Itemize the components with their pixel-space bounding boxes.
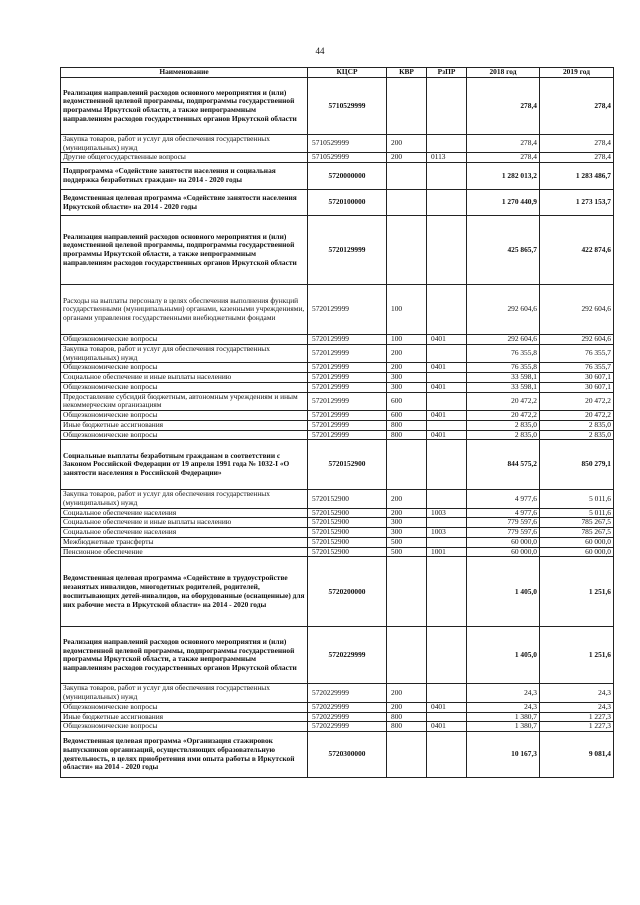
cell-2018: 425 865,7 <box>467 216 540 285</box>
cell-2019: 76 355,7 <box>540 363 614 373</box>
table-row <box>61 344 614 362</box>
table-row <box>61 557 614 627</box>
cell-2019: 30 607,1 <box>540 373 614 383</box>
cell-kvr: 500 <box>387 537 427 547</box>
header-name: Наименование <box>61 68 308 78</box>
cell-name: Ведомственная целевая программа «Содействие в трудоустройстве незанятых инвалидов, многодетных родителей, родителей, воспитывающих детей-инвалидов, на оборудованные (оснащенные) для них рабочие места в Иркутской области» на 2014 - 2020 годы <box>61 557 308 627</box>
cell-name: Иные бюджетные ассигнования <box>61 712 308 722</box>
cell-code: 5720229999 <box>308 712 387 722</box>
cell-2019: 1 251,6 <box>540 627 614 684</box>
cell-2019: 60 000,0 <box>540 537 614 547</box>
table-row <box>61 537 614 547</box>
cell-rzpr: 1003 <box>427 508 467 518</box>
cell-2018: 844 575,2 <box>467 440 540 490</box>
cell-kvr <box>387 216 427 285</box>
cell-kvr: 200 <box>387 135 427 153</box>
cell-name: Другие общегосударственные вопросы <box>61 153 308 163</box>
cell-code: 5720152900 <box>308 440 387 490</box>
cell-rzpr <box>427 373 467 383</box>
table-row <box>61 392 614 410</box>
cell-name: Пенсионное обеспечение <box>61 547 308 557</box>
cell-kvr: 300 <box>387 518 427 528</box>
cell-2019: 24,3 <box>540 684 614 702</box>
cell-rzpr <box>427 732 467 778</box>
cell-name: Ведомственная целевая программа «Содействие занятости населения Иркутской области» на 2014 - 2020 годы <box>61 190 308 216</box>
cell-rzpr <box>427 684 467 702</box>
cell-kvr <box>387 78 427 135</box>
cell-code: 5720129999 <box>308 392 387 410</box>
cell-rzpr <box>427 537 467 547</box>
cell-name: Закупка товаров, работ и услуг для обеспечения государственных (муниципальных) нужд <box>61 490 308 508</box>
cell-rzpr: 1001 <box>427 547 467 557</box>
cell-rzpr <box>427 78 467 135</box>
cell-name: Социальное обеспечение населения <box>61 508 308 518</box>
cell-2019: 292 604,6 <box>540 335 614 345</box>
cell-2018: 779 597,6 <box>467 518 540 528</box>
cell-rzpr: 0401 <box>427 430 467 440</box>
cell-2019: 1 283 486,7 <box>540 163 614 190</box>
cell-2018: 24,3 <box>467 702 540 712</box>
header-2018: 2018 год <box>467 68 540 78</box>
cell-code: 5720200000 <box>308 557 387 627</box>
cell-code: 5720129999 <box>308 430 387 440</box>
cell-2019: 5 011,6 <box>540 508 614 518</box>
cell-name: Социальное обеспечение и иные выплаты населению <box>61 518 308 528</box>
header-2019: 2019 год <box>540 68 614 78</box>
cell-rzpr <box>427 557 467 627</box>
cell-code: 5720100000 <box>308 190 387 216</box>
cell-2019: 1 227,3 <box>540 712 614 722</box>
cell-2018: 20 472,2 <box>467 411 540 421</box>
cell-2019: 292 604,6 <box>540 285 614 335</box>
cell-name: Закупка товаров, работ и услуг для обеспечения государственных (муниципальных) нужд <box>61 135 308 153</box>
cell-2019: 2 835,0 <box>540 430 614 440</box>
table-row <box>61 547 614 557</box>
header-code: КЦСР <box>308 68 387 78</box>
table-row <box>61 627 614 684</box>
cell-rzpr: 0401 <box>427 411 467 421</box>
cell-name: Закупка товаров, работ и услуг для обеспечения государственных (муниципальных) нужд <box>61 684 308 702</box>
cell-code: 5720229999 <box>308 722 387 732</box>
cell-rzpr <box>427 285 467 335</box>
cell-2018: 278,4 <box>467 78 540 135</box>
cell-2018: 60 000,0 <box>467 547 540 557</box>
cell-rzpr <box>427 627 467 684</box>
cell-kvr <box>387 190 427 216</box>
cell-kvr: 300 <box>387 382 427 392</box>
table-row <box>61 373 614 383</box>
cell-name: Общеэкономические вопросы <box>61 430 308 440</box>
cell-name: Общеэкономические вопросы <box>61 411 308 421</box>
cell-name: Общеэкономические вопросы <box>61 363 308 373</box>
table-row <box>61 163 614 190</box>
cell-code: 5710529999 <box>308 153 387 163</box>
cell-name: Реализация направлений расходов основного мероприятия и (или) ведомственной целевой программы, подпрограммы государственной программы Иркутской области, а также непрограммным направлениям расходов государственных органов Иркутской области <box>61 78 308 135</box>
cell-kvr <box>387 440 427 490</box>
cell-rzpr: 0113 <box>427 153 467 163</box>
cell-2018: 24,3 <box>467 684 540 702</box>
cell-2019: 20 472,2 <box>540 392 614 410</box>
cell-rzpr <box>427 420 467 430</box>
cell-2018: 278,4 <box>467 135 540 153</box>
cell-rzpr <box>427 344 467 362</box>
cell-2018: 1 270 440,9 <box>467 190 540 216</box>
cell-kvr <box>387 732 427 778</box>
cell-2019: 422 874,6 <box>540 216 614 285</box>
cell-code: 5720300000 <box>308 732 387 778</box>
cell-code: 5720129999 <box>308 411 387 421</box>
cell-2018: 292 604,6 <box>467 285 540 335</box>
cell-2019: 1 227,3 <box>540 722 614 732</box>
cell-kvr: 500 <box>387 547 427 557</box>
table-row <box>61 382 614 392</box>
cell-code: 5720000000 <box>308 163 387 190</box>
cell-name: Общеэкономические вопросы <box>61 722 308 732</box>
table-row <box>61 440 614 490</box>
cell-2019: 278,4 <box>540 153 614 163</box>
cell-rzpr: 1003 <box>427 528 467 538</box>
cell-2018: 60 000,0 <box>467 537 540 547</box>
cell-kvr: 200 <box>387 702 427 712</box>
cell-name: Подпрограмма «Содействие занятости населения и социальная поддержка безработных граждан» на 2014 - 2020 годы <box>61 163 308 190</box>
page-number: 44 <box>315 46 325 56</box>
cell-code: 5720229999 <box>308 702 387 712</box>
table-header-row <box>61 68 614 78</box>
cell-rzpr: 0401 <box>427 722 467 732</box>
cell-name: Социальные выплаты безработным гражданам в соответствии с Законом Российской Федерации от 19 апреля 1991 года № 1032-I «О занятости населения в Российской Федерации» <box>61 440 308 490</box>
cell-kvr <box>387 557 427 627</box>
cell-name: Социальное обеспечение населения <box>61 528 308 538</box>
cell-2018: 76 355,8 <box>467 363 540 373</box>
cell-2019: 30 607,1 <box>540 382 614 392</box>
cell-code: 5720152900 <box>308 508 387 518</box>
cell-kvr: 200 <box>387 153 427 163</box>
cell-name: Общеэкономические вопросы <box>61 335 308 345</box>
cell-2019: 60 000,0 <box>540 547 614 557</box>
cell-rzpr <box>427 135 467 153</box>
cell-kvr: 200 <box>387 684 427 702</box>
cell-kvr: 200 <box>387 344 427 362</box>
cell-2018: 2 835,0 <box>467 430 540 440</box>
cell-kvr: 600 <box>387 392 427 410</box>
cell-kvr: 300 <box>387 528 427 538</box>
cell-name: Иные бюджетные ассигнования <box>61 420 308 430</box>
cell-code: 5720152900 <box>308 490 387 508</box>
table-row <box>61 420 614 430</box>
cell-rzpr <box>427 440 467 490</box>
cell-2018: 1 405,0 <box>467 557 540 627</box>
table-row <box>61 732 614 778</box>
table-row <box>61 190 614 216</box>
table-row <box>61 216 614 285</box>
cell-2018: 278,4 <box>467 153 540 163</box>
cell-code: 5720152900 <box>308 537 387 547</box>
cell-2019: 278,4 <box>540 78 614 135</box>
cell-2019: 2 835,0 <box>540 420 614 430</box>
cell-2018: 33 598,1 <box>467 382 540 392</box>
cell-code: 5720229999 <box>308 627 387 684</box>
cell-rzpr: 0401 <box>427 382 467 392</box>
cell-kvr <box>387 627 427 684</box>
cell-2018: 1 282 013,2 <box>467 163 540 190</box>
cell-2019: 5 011,6 <box>540 490 614 508</box>
cell-rzpr <box>427 190 467 216</box>
cell-name: Социальное обеспечение и иные выплаты населению <box>61 373 308 383</box>
cell-kvr: 200 <box>387 490 427 508</box>
table-row <box>61 153 614 163</box>
cell-name: Межбюджетные трансферты <box>61 537 308 547</box>
cell-2018: 1 380,7 <box>467 712 540 722</box>
budget-table <box>60 67 614 778</box>
cell-rzpr <box>427 216 467 285</box>
cell-2019: 1 251,6 <box>540 557 614 627</box>
cell-kvr: 200 <box>387 508 427 518</box>
cell-rzpr: 0401 <box>427 702 467 712</box>
cell-name: Закупка товаров, работ и услуг для обеспечения государственных (муниципальных) нужд <box>61 344 308 362</box>
cell-kvr: 100 <box>387 335 427 345</box>
cell-rzpr <box>427 490 467 508</box>
table-row <box>61 335 614 345</box>
table-row <box>61 430 614 440</box>
cell-code: 5720129999 <box>308 335 387 345</box>
cell-2018: 4 977,6 <box>467 490 540 508</box>
cell-code: 5720129999 <box>308 285 387 335</box>
cell-code: 5720152900 <box>308 518 387 528</box>
cell-code: 5720129999 <box>308 382 387 392</box>
table-row <box>61 411 614 421</box>
header-rzpr: РзПР <box>427 68 467 78</box>
cell-2018: 20 472,2 <box>467 392 540 410</box>
cell-code: 5720152900 <box>308 528 387 538</box>
cell-code: 5710529999 <box>308 78 387 135</box>
cell-2019: 24,3 <box>540 702 614 712</box>
cell-2019: 785 267,5 <box>540 528 614 538</box>
cell-rzpr: 0401 <box>427 335 467 345</box>
cell-name: Расходы на выплаты персоналу в целях обеспечения выполнения функций государственными (муниципальными) органами, казенными учреждениями, органами управления государственными внебюджетными фондами <box>61 285 308 335</box>
cell-2019: 9 081,4 <box>540 732 614 778</box>
cell-code: 5720129999 <box>308 344 387 362</box>
cell-code: 5710529999 <box>308 135 387 153</box>
cell-name: Реализация направлений расходов основного мероприятия и (или) ведомственной целевой программы, подпрограммы государственной программы Иркутской области, а также непрограммным направлениям расходов государственных органов Иркутской области <box>61 216 308 285</box>
cell-name: Предоставление субсидий бюджетным, автономным учреждениям и иным некоммерческим организациям <box>61 392 308 410</box>
cell-name: Ведомственная целевая программа «Организация стажировок выпускников организаций, осуществляющих образовательную деятельность, в целях приобретения ими опыта работы в Иркутской области» на 2014 - 2020 годы <box>61 732 308 778</box>
cell-kvr: 800 <box>387 420 427 430</box>
table-row <box>61 78 614 135</box>
cell-2018: 1 380,7 <box>467 722 540 732</box>
cell-2018: 4 977,6 <box>467 508 540 518</box>
cell-name: Общеэкономические вопросы <box>61 702 308 712</box>
table-row <box>61 135 614 153</box>
table-row <box>61 490 614 508</box>
table-row <box>61 702 614 712</box>
cell-name: Общеэкономические вопросы <box>61 382 308 392</box>
cell-2019: 76 355,7 <box>540 344 614 362</box>
cell-code: 5720129999 <box>308 420 387 430</box>
cell-code: 5720129999 <box>308 216 387 285</box>
cell-2019: 278,4 <box>540 135 614 153</box>
cell-kvr <box>387 163 427 190</box>
cell-2019: 1 273 153,7 <box>540 190 614 216</box>
table-row <box>61 285 614 335</box>
cell-2019: 785 267,5 <box>540 518 614 528</box>
cell-code: 5720152900 <box>308 547 387 557</box>
table-row <box>61 722 614 732</box>
header-kvr: КВР <box>387 68 427 78</box>
cell-rzpr: 0401 <box>427 363 467 373</box>
cell-code: 5720129999 <box>308 373 387 383</box>
table-row <box>61 684 614 702</box>
cell-2018: 33 598,1 <box>467 373 540 383</box>
cell-2018: 292 604,6 <box>467 335 540 345</box>
cell-rzpr <box>427 163 467 190</box>
cell-2018: 2 835,0 <box>467 420 540 430</box>
cell-kvr: 100 <box>387 285 427 335</box>
cell-2019: 850 279,1 <box>540 440 614 490</box>
cell-2018: 76 355,8 <box>467 344 540 362</box>
cell-kvr: 300 <box>387 373 427 383</box>
cell-2019: 20 472,2 <box>540 411 614 421</box>
cell-kvr: 800 <box>387 722 427 732</box>
cell-kvr: 200 <box>387 363 427 373</box>
table-row <box>61 528 614 538</box>
cell-2018: 779 597,6 <box>467 528 540 538</box>
cell-code: 5720129999 <box>308 363 387 373</box>
cell-kvr: 800 <box>387 712 427 722</box>
cell-2018: 10 167,3 <box>467 732 540 778</box>
cell-kvr: 800 <box>387 430 427 440</box>
cell-code: 5720229999 <box>308 684 387 702</box>
cell-name: Реализация направлений расходов основного мероприятия и (или) ведомственной целевой программы, подпрограммы государственной программы Иркутской области, а также непрограммным направлениям расходов государственных органов Иркутской области <box>61 627 308 684</box>
cell-kvr: 600 <box>387 411 427 421</box>
cell-rzpr <box>427 392 467 410</box>
cell-2018: 1 405,0 <box>467 627 540 684</box>
